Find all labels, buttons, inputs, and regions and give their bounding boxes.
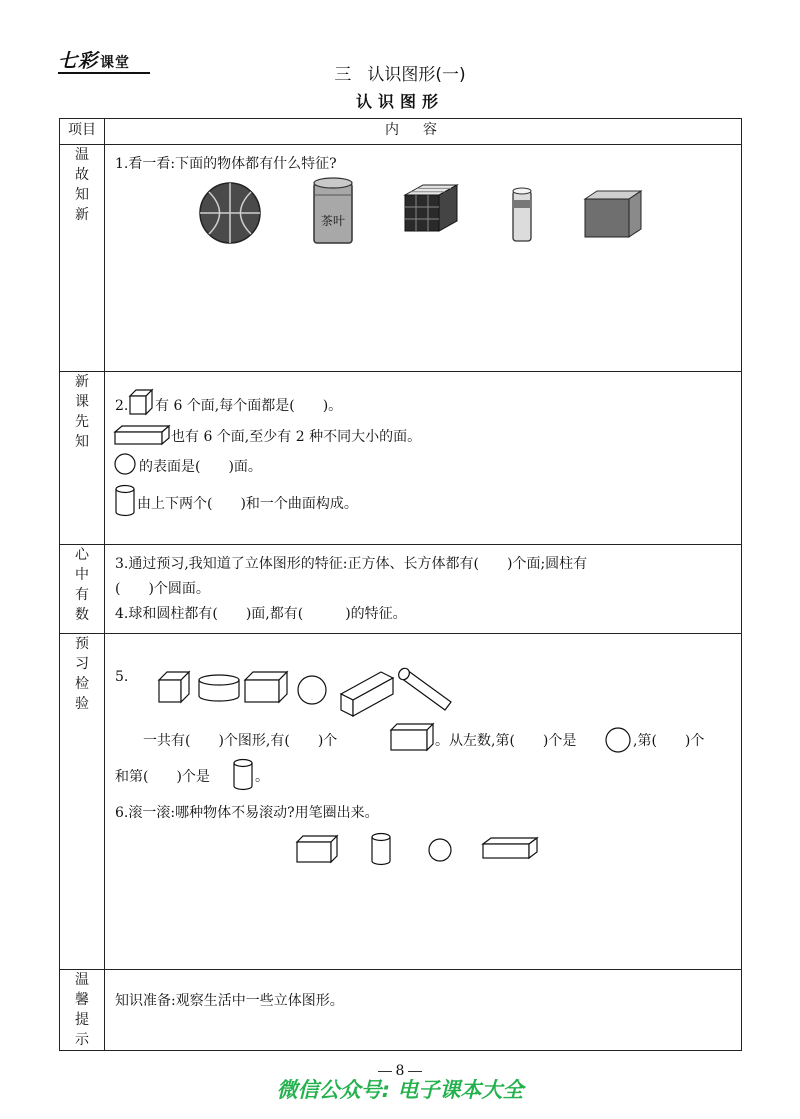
question-5-number: 5.: [115, 669, 129, 685]
row-content: [105, 970, 741, 1030]
lesson-title: 认识图形: [355, 92, 444, 111]
long-cuboid-icon: [341, 672, 393, 716]
row-label: 心中有数: [60, 545, 105, 634]
question-2a: 有 6 个面,每个面都是( )。: [155, 398, 343, 414]
page-number: 8: [0, 1063, 800, 1079]
chapter-number: 三: [334, 65, 352, 85]
question-5-part-b: 。从左数,第( )个是: [435, 733, 577, 749]
flat-cylinder-icon: [199, 675, 239, 701]
row-label: 预习检验: [60, 634, 105, 970]
chapter-title: 认识图形(一): [367, 65, 466, 85]
table-row: [60, 372, 742, 545]
question-2-number: 2.: [115, 398, 129, 414]
rubik-cube-icon: [405, 185, 457, 231]
watermark: 微信公众号: 电子课本大全: [276, 1078, 524, 1102]
table-row: [60, 634, 742, 970]
cuboid-icon: [297, 836, 337, 862]
cylinder-icon: [113, 484, 137, 518]
sphere-icon: [604, 726, 632, 754]
cuboid-icon: [389, 722, 435, 752]
question-1: 1.看一看:下面的物体都有什么特征?: [115, 156, 337, 172]
question-5-part-d: 和第( )个是: [115, 769, 210, 785]
header-item: 项目: [60, 119, 105, 145]
cuboid-icon: [245, 672, 287, 702]
brand-sub: 课堂: [100, 55, 131, 71]
row-content: [105, 372, 741, 544]
table-row: [60, 545, 742, 634]
row-content: [105, 145, 741, 371]
question-4: 4.球和圆柱都有( )面,都有( )的特征。: [115, 606, 407, 622]
tea-can-label: 茶叶: [320, 214, 346, 228]
table-row: [60, 145, 742, 372]
objects-illustration: [105, 145, 735, 265]
cube-icon: [159, 672, 189, 702]
row-content: [105, 545, 741, 633]
row-label: 温故知新: [60, 145, 105, 372]
sphere-icon: [298, 676, 326, 704]
roll-shapes-row: [285, 830, 565, 870]
question-3-line2: ( )个圆面。: [115, 581, 210, 597]
header-content: 内容: [105, 119, 742, 145]
tea-can-icon: [314, 178, 352, 243]
cuboid-icon: [113, 424, 171, 446]
question-5-part-c: ,第( )个: [633, 733, 705, 749]
cube-icon: [128, 388, 154, 418]
row-label: 温馨提示: [60, 970, 105, 1051]
flat-cuboid-icon: [483, 838, 537, 858]
basketball-icon: [200, 183, 260, 243]
tip-text: 知识准备:观察生活中一些立体图形。: [115, 993, 344, 1009]
shapes-row: [155, 666, 485, 726]
cylinder-icon: [372, 834, 390, 865]
row-label: 新课先知: [60, 372, 105, 545]
sphere-icon: [113, 452, 137, 476]
chapter-heading: [0, 60, 800, 85]
question-6: 6.滚一滚:哪种物体不易滚动?用笔圈出来。: [115, 805, 379, 821]
table-row: [60, 970, 742, 1051]
question-5-part-a: 一共有( )个图形,有( )个: [143, 733, 338, 749]
sphere-icon: [429, 839, 451, 861]
table-header-row: [60, 119, 742, 145]
question-2b: 也有 6 个面,至少有 2 种不同大小的面。: [171, 429, 422, 445]
long-cylinder-icon: [396, 666, 451, 710]
question-5-part-e: 。: [255, 769, 269, 785]
brand-text: 七彩: [58, 50, 99, 72]
question-2d: 由上下两个( )和一个曲面构成。: [137, 496, 358, 512]
cylinder-icon: [231, 758, 255, 792]
row-content: [105, 634, 741, 969]
worksheet-table: [59, 118, 742, 1051]
battery-icon: [513, 188, 531, 241]
question-3-line1: 3.通过预习,我知道了立体图形的特征:正方体、长方体都有( )个面;圆柱有: [115, 556, 588, 572]
gift-box-icon: [585, 191, 641, 237]
question-2c: 的表面是( )面。: [139, 459, 262, 475]
